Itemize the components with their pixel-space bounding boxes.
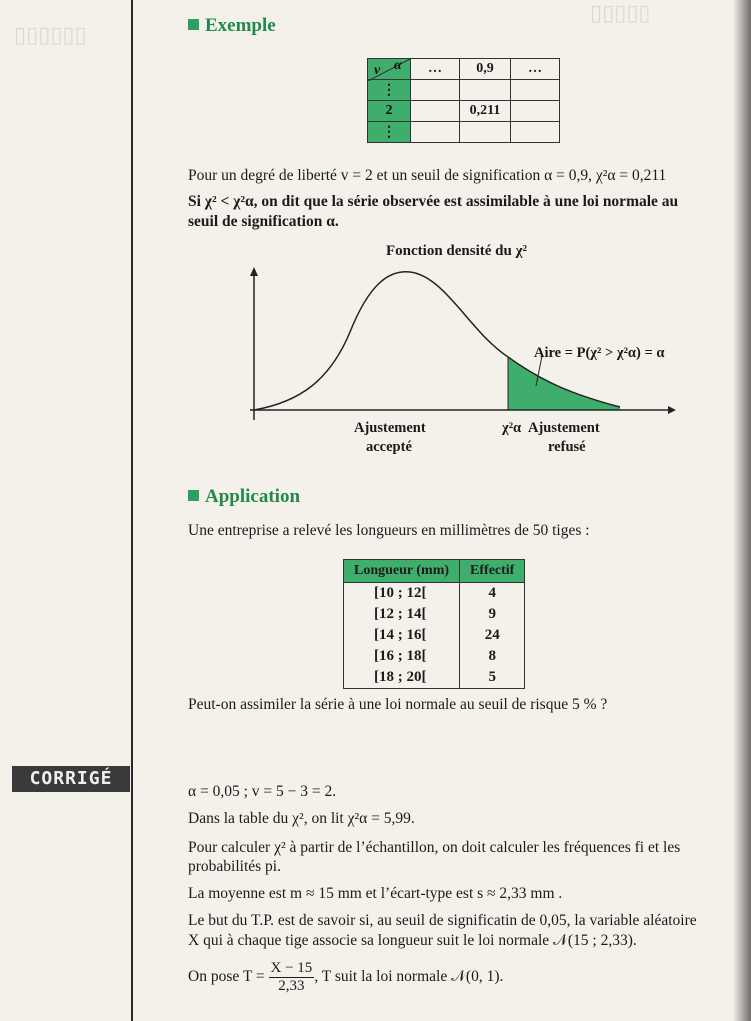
application-question: Peut-on assimiler la série à une loi normale au seuil de risque 5 % ?: [188, 696, 608, 713]
chi-alpha-label: χ²α: [502, 420, 522, 436]
table-row-label: ⋮: [368, 80, 411, 101]
table-corner-cell: [368, 59, 411, 80]
section-title-application: Application: [188, 486, 300, 508]
example-line: Si χ² < χ²α, on dit que la série observée est assimilable à une loi normale au: [188, 193, 679, 210]
chi2-density-graph: [240, 262, 680, 422]
table-header-cell: 0,9: [460, 59, 511, 80]
margin-rule: [131, 0, 133, 1021]
table-row: [16 ; 18[ 8: [344, 646, 525, 667]
density-curve: [254, 272, 620, 410]
corrige-line: Dans la table du χ², on lit χ²α = 5,99.: [188, 810, 415, 827]
corrige-line: La moyenne est m ≈ 15 mm et l’écart-type est s ≈ 2,33 mm .: [188, 885, 563, 902]
corrige-line: Le but du T.P. est de savoir si, au seuil de significatin de 0,05, la variable aléatoire: [188, 912, 697, 929]
table-row-label: 2: [368, 101, 411, 122]
graph-title: Fonction densité du χ²: [386, 243, 528, 259]
area-label: Aire = P(χ² > χ²α) = α: [534, 345, 665, 361]
table-row: [10 ; 12[ 4: [344, 583, 525, 605]
accept-label: Ajustement: [354, 420, 426, 436]
table-row: [12 ; 14[ 9: [344, 604, 525, 625]
x-axis-arrow: [668, 406, 676, 414]
example-line: seuil de signification α.: [188, 213, 339, 230]
square-bullet-icon: [188, 490, 199, 501]
table-value-cell: 0,211: [460, 101, 511, 122]
example-line: Pour un degré de liberté v = 2 et un seuil de signification α = 0,9, χ²α = 0,211: [188, 167, 667, 184]
column-header: Longueur (mm): [344, 560, 460, 583]
square-bullet-icon: [188, 19, 199, 30]
table-row-label: ⋮: [368, 122, 411, 143]
corner-v-label: v: [374, 63, 381, 78]
corrige-line: probabilités pi.: [188, 858, 281, 875]
section-title-exemple: Exemple: [188, 15, 276, 37]
corrige-formula-line: On pose T = $\frac{X - 15}{2,33}$ , T suit la loi normale 𝒩(0, 1).: [188, 960, 504, 994]
bleed-through-text: ▯▯▯▯▯: [590, 0, 651, 25]
y-axis-arrow: [250, 267, 258, 276]
table-header-cell: …: [411, 59, 460, 80]
corner-alpha-label: α: [394, 58, 402, 73]
application-intro: Une entreprise a relevé les longueurs en millimètres de 50 tiges :: [188, 522, 590, 539]
refuse-label: refusé: [548, 439, 586, 455]
fraction: $\frac{X - 15}{2,33}$: [270, 960, 313, 994]
table-row: [18 ; 20[ 5: [344, 667, 525, 689]
bleed-through-text: ▯▯▯▯▯▯: [14, 22, 87, 47]
refuse-label: Ajustement: [528, 420, 600, 436]
table-header-cell: …: [511, 59, 560, 80]
chi2-table-excerpt: [367, 58, 560, 143]
page-gutter-shadow: [733, 0, 751, 1021]
corrige-line: α = 0,05 ; v = 5 − 3 = 2.: [188, 783, 337, 800]
accept-label: accepté: [366, 439, 412, 455]
corrige-badge: CORRIGÉ: [12, 766, 130, 792]
table-row: [14 ; 16[ 24: [344, 625, 525, 646]
corrige-line: X qui à chaque tige associe sa longueur suit le loi normale 𝒩(15 ; 2,33).: [188, 932, 637, 949]
length-frequency-table: [343, 559, 525, 689]
column-header: Effectif: [460, 560, 525, 583]
corrige-line: Pour calculer χ² à partir de l’échantillon, on doit calculer les fréquences fi et les: [188, 839, 681, 856]
